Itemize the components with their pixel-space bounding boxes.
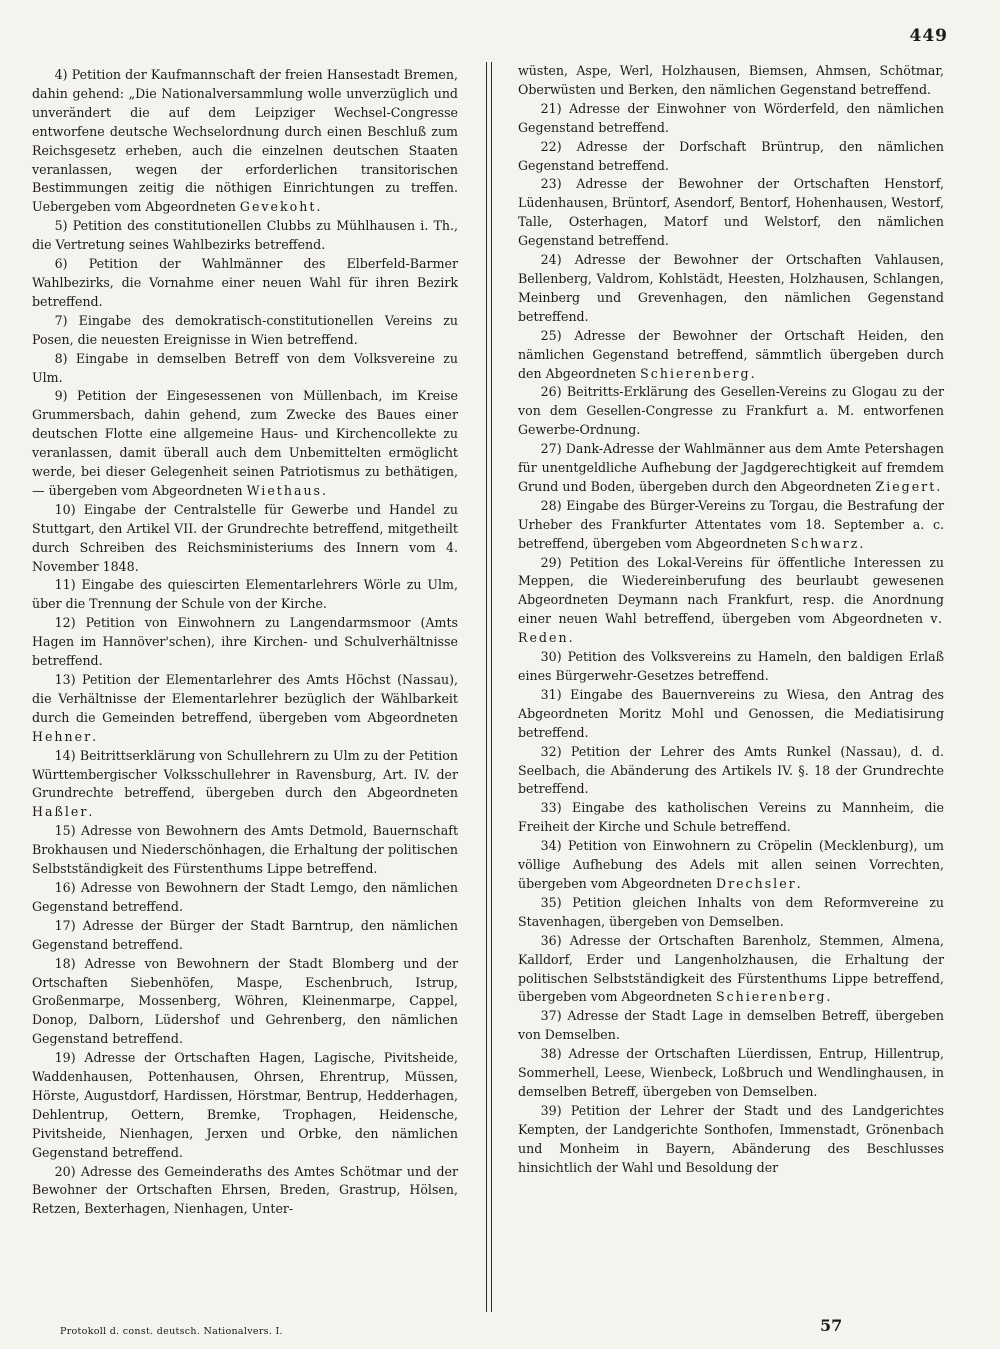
entry-text: 28) Eingabe des Bürger-Vereins zu Torgau, die Bestrafung der Urheber des Frankfurter Attentates vom 18. September a. c. betreffend, übergeben vom Abgeordneten: [518, 497, 944, 551]
entry-text: 9) Petition der Eingesessenen von Müllenbach, im Kreise Grummersbach, dahin gehend, zum Zwecke des Baues einer deutschen Flotte eine allgemeine Haus- und Kirchencollekte zu veranlassen, damit überall auch dem Unbemittelten ermöglicht werde, bei dieser Gelegenheit seinen Patriotismus zu bethätigen, — übergeben vom Abgeordneten: [32, 388, 458, 498]
deputy-name: Schwarz: [790, 535, 860, 551]
entry-paragraph: [518, 327, 944, 384]
entry-paragraph: [518, 497, 944, 554]
entry-paragraph: [518, 1102, 944, 1178]
entry-paragraph: [518, 932, 944, 1008]
entry-text: wüsten, Aspe, Werl, Holzhausen, Biemsen, Ahmsen, Schötmar, Oberwüsten und Berken, den nämlichen Gegenstand betreffend.: [518, 63, 944, 97]
entry-tail: .: [859, 535, 864, 551]
deputy-name: Wiethaus: [246, 482, 323, 498]
entry-text: 8) Eingabe in demselben Betreff von dem Volksvereine zu Ulm.: [32, 350, 458, 385]
entry-paragraph: [32, 671, 458, 747]
deputy-name: Haßler: [32, 804, 89, 820]
entry-paragraph: [518, 837, 944, 894]
deputy-name: Hehner: [32, 728, 93, 744]
entry-tail: .: [322, 482, 327, 498]
entry-paragraph: [518, 251, 944, 327]
entry-paragraph: [518, 175, 944, 251]
entry-tail: .: [316, 199, 321, 215]
column-divider: [486, 62, 492, 1312]
deputy-name: v. Reden: [518, 611, 944, 646]
entry-paragraph: [518, 440, 944, 497]
entry-tail: .: [568, 630, 573, 646]
entry-paragraph: [32, 955, 458, 1050]
entry-paragraph: [32, 917, 458, 955]
entry-text: 30) Petition des Volksvereins zu Hameln, den baldigen Erlaß eines Bürgerwehr-Gesetzes betreffend.: [518, 649, 944, 683]
entry-text: 23) Adresse der Bewohner der Ortschaften Henstorf, Lüdenhausen, Brüntorf, Asendorf, Bentorf, Hohenhausen, Westorf, Talle, Osterhagen, Matorf und Welstorf, den nämlichen Gegenstand betreffend.: [518, 176, 944, 249]
entry-text: 4) Petition der Kaufmannschaft der freien Hansestadt Bremen, dahin gehend: „Die Nationalversammlung wolle unverzüglich und unverändert die auf dem Leipziger Wechsel-Congresse entworfene deutsche Wechselordnung durch einen Beschluß zum Reichsgesetz erheben, auch die einzelnen deutschen Staaten veranlassen, wegen der erforderlichen transitorischen Bestimmungen zeitig die nöthigen Einrichtungen zu treffen. Uebergeben vom Abgeordneten: [32, 67, 458, 215]
entry-paragraph: [32, 66, 458, 217]
entry-text: 6) Petition der Wahlmänner des Elberfeld-Barmer Wahlbezirks, die Vornahme einer neuen Wahl für ihren Bezirk betreffend.: [32, 256, 458, 309]
entry-paragraph: [32, 387, 458, 500]
entry-text: 7) Eingabe des demokratisch-constitutionellen Vereins zu Posen, die neuesten Ereignisse in Wien betreffend.: [32, 312, 458, 347]
entry-text: 37) Adresse der Stadt Lage in demselben Betreff, übergeben von Demselben.: [518, 1008, 944, 1043]
entry-text: 5) Petition des constitutionellen Clubbs zu Mühlhausen i. Th., die Vertretung seines Wahlbezirks betreffend.: [32, 218, 458, 253]
entry-paragraph: [518, 894, 944, 932]
entry-text: 18) Adresse von Bewohnern der Stadt Blomberg und der Ortschaften Siebenhöfen, Maspe, Eschenbruch, Istrup, Großenmarpe, Mossenberg, Wöhren, Kleinenmarpe, Cappel, Donop, Dalborn, Lüdershof und Gehrenberg, den nämlichen Gegenstand betreffend.: [32, 955, 458, 1047]
entry-paragraph: [32, 576, 458, 614]
entry-tail: .: [88, 804, 93, 820]
entry-paragraph: [32, 1049, 458, 1162]
deputy-name: Gevekoht: [239, 199, 317, 215]
entry-paragraph: [32, 217, 458, 255]
entry-paragraph: [518, 62, 944, 100]
entry-text: 32) Petition der Lehrer des Amts Runkel (Nassau), d. d. Seelbach, die Abänderung des Artikels IV. §. 18 der Grundrechte betreffend.: [518, 743, 944, 797]
entry-text: 14) Beitrittserklärung von Schullehrern zu Ulm zu der Petition Württembergischer Volksschullehrer in Ravensburg, Art. IV. der Grundrechte betreffend, übergeben durch den Abgeordneten: [32, 747, 458, 801]
entry-text: 22) Adresse der Dorfschaft Brüntrup, den nämlichen Gegenstand betreffend.: [518, 138, 944, 173]
entry-text: 31) Eingabe des Bauernvereins zu Wiesa, den Antrag des Abgeordneten Moritz Mohl und Genossen, die Mediatisirung betreffend.: [518, 686, 944, 740]
entry-text: 10) Eingabe der Centralstelle für Gewerbe und Handel zu Stuttgart, den Artikel VII. der Grundrechte betreffend, mitgetheilt durch Schreiben des Reichsministeriums des Innern vom 4. November 1848.: [32, 501, 458, 574]
entry-paragraph: [518, 138, 944, 176]
entry-text: 15) Adresse von Bewohnern des Amts Detmold, Bauernschaft Brokhausen und Niederschönhagen, die Erhaltung der politischen Selbstständigkeit des Fürstenthums Lippe betreffend.: [32, 823, 458, 877]
entry-text: 24) Adresse der Bewohner der Ortschaften Vahlausen, Bellenberg, Valdrom, Kohlstädt, Heesten, Holzhausen, Schlangen, Meinberg und Grevenhagen, den nämlichen Gegenstand betreffend.: [518, 252, 944, 324]
entry-text: 26) Beitritts-Erklärung des Gesellen-Vereins zu Glogau zu der von dem Gesellen-Congresse zu Frankfurt a. M. entworfenen Gewerbe-Ordnung.: [518, 384, 944, 438]
entry-paragraph: [32, 879, 458, 917]
entry-paragraph: [32, 350, 458, 388]
entry-paragraph: [518, 743, 944, 800]
entry-paragraph: [32, 312, 458, 350]
entry-text: 12) Petition von Einwohnern zu Langendarmsmoor (Amts Hagen im Hannöver'schen), ihre Kirchen- und Schulverhältnisse betreffend.: [32, 615, 458, 669]
entry-paragraph: [518, 648, 944, 686]
page-number: 449: [909, 26, 948, 46]
entry-text: 29) Petition des Lokal-Vereins für öffentliche Interessen zu Meppen, die Wiedereinberufung des beurlaubt gewesenen Abgeordneten Deymann nach Frankfurt, resp. die Anordnung einer neuen Wahl betreffend, übergeben vom Abgeordneten: [518, 554, 944, 627]
entry-text: 11) Eingabe des quiescirten Elementarlehrers Wörle zu Ulm, über die Trennung der Schule von der Kirche.: [32, 577, 458, 612]
entry-paragraph: [518, 100, 944, 138]
deputy-name: Schierenberg: [640, 365, 751, 381]
entry-paragraph: [32, 255, 458, 312]
entry-paragraph: [518, 554, 944, 649]
entry-text: 13) Petition der Elementarlehrer des Amts Höchst (Nassau), die Verhältnisse der Elementarlehrer bezüglich der Wählbarkeit durch die Gemeinden betreffend, übergeben vom Abgeordneten: [32, 672, 458, 725]
deputy-name: Schierenberg: [715, 989, 827, 1005]
entry-text: 16) Adresse von Bewohnern der Stadt Lemgo, den nämlichen Gegenstand betreffend.: [32, 879, 458, 914]
entry-paragraph: [32, 822, 458, 879]
entry-tail: .: [936, 478, 941, 494]
entry-text: 36) Adresse der Ortschaften Barenholz, Stemmen, Almena, Kalldorf, Erder und Langenholzhausen, die Erhaltung der politischen Selbstständigkeit des Fürstenthums Lippe betreffend, übergeben vom Abgeordneten: [518, 932, 944, 1005]
entry-paragraph: [518, 799, 944, 837]
entry-paragraph: [518, 1045, 944, 1102]
entry-text: 25) Adresse der Bewohner der Ortschaft Heiden, den nämlichen Gegenstand betreffend, sämmtlich übergeben durch den Abgeordneten: [518, 327, 944, 381]
entry-text: 34) Petition von Einwohnern zu Cröpelin (Mecklenburg), um völlige Aufhebung des Adels mit allen seinen Vorrechten, übergeben vom Abgeordneten: [518, 838, 944, 891]
entry-text: 19) Adresse der Ortschaften Hagen, Lagische, Pivitsheide, Waddenhausen, Pottenhausen, Ohrsen, Ehrentrup, Müssen, Hörste, Augustdorf, Hardissen, Hörstmar, Bentrup, Hedderhagen, Dehlentrup, Oettern, Bremke, Trophagen, Heidensche, Pivitsheide, Nienhagen, Jerxen und Orbke, den nämlichen Gegenstand betreffend.: [32, 1050, 458, 1160]
entry-paragraph: [518, 1007, 944, 1045]
entry-text: 21) Adresse der Einwohner von Wörderfeld, den nämlichen Gegenstand betreffend.: [518, 100, 944, 135]
entry-paragraph: [32, 501, 458, 577]
entry-text: 27) Dank-Adresse der Wahlmänner aus dem Amte Petershagen für unentgeldliche Aufhebung der Jagdgerechtigkeit auf fremdem Grund und Boden, übergeben durch den Abgeordneten: [518, 441, 944, 494]
footer-note: Protokoll d. const. deutsch. Nationalvers. I.: [60, 1326, 283, 1337]
deputy-name: Drechsler: [715, 875, 797, 891]
entry-text: 33) Eingabe des katholischen Vereins zu Mannheim, die Freiheit der Kirche und Schule betreffend.: [518, 800, 944, 835]
entry-text: 17) Adresse der Bürger der Stadt Barntrup, den nämlichen Gegenstand betreffend.: [32, 917, 458, 952]
right-column: [518, 62, 944, 1177]
entry-text: 39) Petition der Lehrer der Stadt und des Landgerichtes Kempten, der Landgerichte Sonthofen, Immenstadt, Grönenbach und Monheim in Bayern, Abänderung des Beschlusses hinsichtlich der Wahl und Besoldung der: [518, 1102, 944, 1175]
entry-paragraph: [32, 1163, 458, 1220]
entry-tail: .: [750, 365, 755, 381]
entry-text: 35) Petition gleichen Inhalts von dem Reformvereine zu Stavenhagen, übergeben von Demselben.: [518, 894, 944, 929]
deputy-name: Ziegert: [875, 478, 937, 494]
entry-paragraph: [518, 383, 944, 440]
entry-paragraph: [32, 614, 458, 671]
entry-text: 20) Adresse des Gemeinderaths des Amtes Schötmar und der Bewohner der Ortschaften Ehrsen, Breden, Grastrup, Hölsen, Retzen, Bexterhagen, Nienhagen, Unter-: [32, 1163, 458, 1217]
entry-tail: .: [92, 728, 97, 744]
entry-text: 38) Adresse der Ortschaften Lüerdissen, Entrup, Hillentrup, Sommerhell, Leese, Wienbeck, Loßbruch und Wendlinghausen, in demselben Betreff, übergeben von Demselben.: [518, 1046, 944, 1099]
entry-paragraph: [32, 747, 458, 823]
entry-tail: .: [826, 989, 831, 1005]
entry-paragraph: [518, 686, 944, 743]
sheet-number: 57: [820, 1316, 843, 1335]
left-column: [32, 66, 458, 1219]
entry-tail: .: [796, 875, 801, 891]
